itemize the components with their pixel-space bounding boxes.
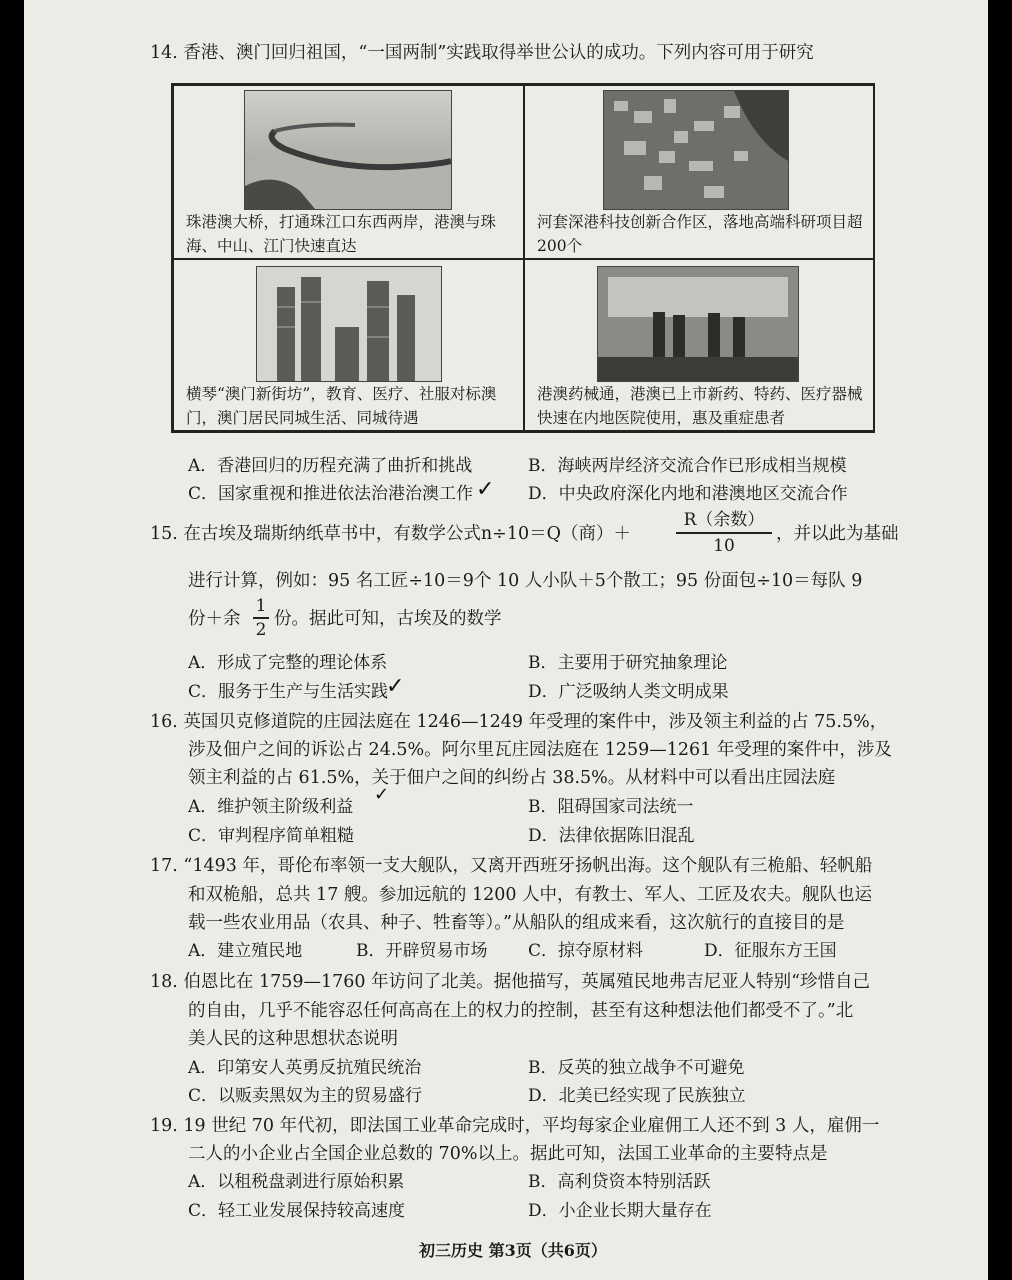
q14-caption-4: 港澳药械通，港澳已上市新药、特药、医疗器械快速在内地医院使用，惠及重症患者: [537, 385, 863, 427]
q14-cell-4: [524, 259, 875, 431]
q14-check-mark: ✓: [476, 477, 495, 502]
q16-option-b: B．阻碍国家司法统一: [528, 797, 694, 817]
q15-half-numerator: 1: [255, 596, 267, 616]
q15-line-3-start: 份＋余: [188, 609, 241, 629]
q17-line-3: 载一些农业用品（农具、种子、牲畜等）。”从船队的组成来看，这次航行的直接目的是: [188, 913, 845, 933]
q18-option-c: C．以贩卖黑奴为主的贸易盛行: [188, 1086, 423, 1106]
q14-caption-2: 河套深港科技创新合作区，落地高端科研项目超200个: [537, 213, 863, 255]
q19-option-b: B．高利贷资本特别活跃: [528, 1172, 711, 1192]
q15-line-2: 进行计算，例如：95 名工匠÷10＝9个 10 人小队＋5个散工；95 份面包÷10＝每队 9: [188, 571, 863, 591]
q17-option-c: C．掠夺原材料: [528, 941, 644, 961]
q16-line-3: 领主利益的占 61.5%，关于佃户之间的纠纷占 38.5%。从材料中可以看出庄园法庭: [188, 768, 836, 788]
q14-cell-1: [173, 85, 524, 259]
q15-line-1: 15. 在古埃及瑞斯纳纸草书中，有数学公式n÷10＝Q（商）＋: [150, 524, 631, 544]
q15-line-3-end: 份。据此可知，古埃及的数学: [274, 609, 502, 629]
q15-fraction-bar: [676, 532, 772, 534]
q14-image-grid: [171, 83, 875, 433]
q15-fraction-denominator: 10: [713, 536, 735, 556]
q18-line-3: 美人民的这种思想状态说明: [188, 1029, 398, 1049]
q18-option-d: D．北美已经实现了民族独立: [528, 1086, 746, 1106]
q15-option-c: C．服务于生产与生活实践: [188, 682, 389, 702]
q16-option-a: A．维护领主阶级利益: [188, 797, 354, 817]
q14-option-a: A．香港回归的历程充满了曲折和挑战: [188, 456, 473, 476]
q16-check-mark: ✓: [374, 784, 390, 805]
q18-option-a: A．印第安人英勇反抗殖民统治: [188, 1058, 422, 1078]
q18-line-1: 18. 伯恩比在 1759—1760 年访问了北美。据他描写，英属殖民地弗吉尼亚人特别“珍惜自己: [150, 972, 871, 992]
q15-option-d: D．广泛吸纳人类文明成果: [528, 682, 729, 702]
q14-stem: 14. 香港、澳门回归祖国，“一国两制”实践取得举世公认的成功。下列内容可用于研究: [150, 43, 814, 63]
q14-cell-2: [524, 85, 875, 259]
q14-option-c: C．国家重视和推进依法治港治澳工作: [188, 484, 474, 504]
q17-option-b: B．开辟贸易市场: [356, 941, 488, 961]
q19-line-1: 19. 19 世纪 70 年代初，即法国工业革命完成时，平均每家企业雇佣工人还不到 3 人，雇佣一: [150, 1116, 880, 1136]
q14-caption-1: 珠港澳大桥，打通珠江口东西两岸，港澳与珠海、中山、江门快速直达: [186, 213, 497, 255]
q15-check-mark: ✓: [386, 674, 405, 699]
q15-fraction-numerator: R（余数）: [683, 510, 765, 530]
q18-option-b: B．反英的独立战争不可避免: [528, 1058, 745, 1078]
q16-option-d: D．法律依据陈旧混乱: [528, 826, 695, 846]
q16-line-1: 16. 英国贝克修道院的庄园法庭在 1246—1249 年受理的案件中，涉及领主利益的占 75.5%，: [150, 712, 888, 732]
ceremony-photo: [597, 266, 799, 382]
q17-option-a: A．建立殖民地: [188, 941, 303, 961]
exam-page: [24, 0, 988, 1280]
q17-option-d: D．征服东方王国: [704, 941, 837, 961]
q15-line-1-end: ，并以此为基础: [776, 524, 899, 544]
apartment-towers-photo: [256, 266, 442, 382]
q15-option-a: A．形成了完整的理论体系: [188, 653, 388, 673]
q19-option-a: A．以租税盘剥进行原始积累: [188, 1172, 405, 1192]
q16-option-c: C．审判程序简单粗糙: [188, 826, 355, 846]
q17-line-1: 17. “1493 年，哥伦布率领一支大舰队，又离开西班牙扬帆出海。这个舰队有三桅船、轻帆船: [150, 856, 873, 876]
q15-half-denominator: 2: [255, 620, 267, 640]
city-aerial-photo: [603, 90, 789, 210]
q19-option-c: C．轻工业发展保持较高速度: [188, 1201, 406, 1221]
bridge-photo: [244, 90, 452, 210]
q15-option-b: B．主要用于研究抽象理论: [528, 653, 728, 673]
q19-option-d: D．小企业长期大量存在: [528, 1201, 712, 1221]
q18-line-2: 的自由，几乎不能容忍任何高高在上的权力的控制，甚至有这种想法他们都受不了。”北: [188, 1001, 854, 1021]
q14-option-d: D．中央政府深化内地和港澳地区交流合作: [528, 484, 848, 504]
q14-caption-3: 横琴“澳门新街坊”，教育、医疗、社服对标澳门，澳门居民同城生活、同城待遇: [186, 385, 497, 427]
q14-option-b: B．海峡两岸经济交流合作已形成相当规模: [528, 456, 847, 476]
q16-line-2: 涉及佃户之间的诉讼占 24.5%。阿尔里瓦庄园法庭在 1259—1261 年受理的案件中，涉及: [188, 740, 892, 760]
q17-line-2: 和双桅船，总共 17 艘。参加远航的 1200 人中，有教士、军人、工匠及农夫。舰队也运: [188, 885, 873, 905]
q14-cell-3: [173, 259, 524, 431]
q19-line-2: 二人的小企业占全国企业总数的 70%以上。据此可知，法国工业革命的主要特点是: [188, 1144, 828, 1164]
page-footer: 初三历史 第3页（共6页）: [419, 1241, 607, 1260]
q15-half-bar: [253, 617, 269, 619]
